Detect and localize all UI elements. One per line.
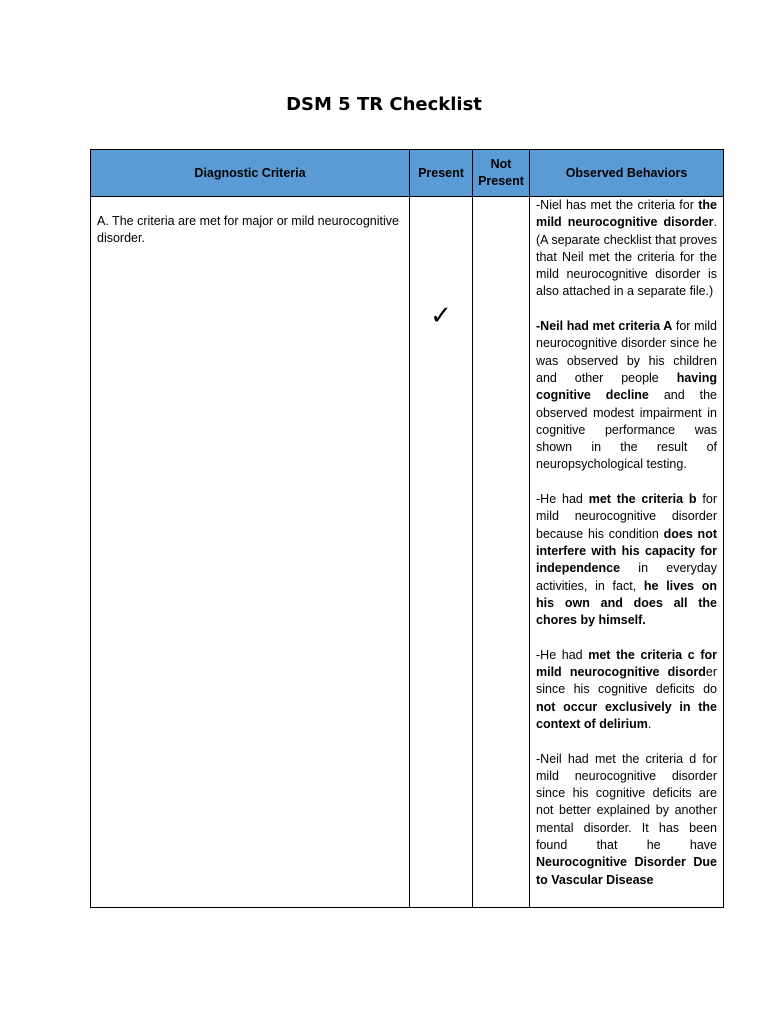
- text-span: and the observed modest impairment in cognitive performance was shown in the result of neuropsychological testing.: [536, 388, 717, 472]
- observed-paragraph-3: [536, 491, 717, 629]
- bold-span: met the criteria c for mild neurocognitive disord: [536, 647, 717, 680]
- header-not-present-line1: Not: [490, 157, 512, 171]
- bold-span: does not interfere with his capacity for independence: [536, 526, 717, 576]
- header-observed-behaviors: Observed Behaviors: [530, 150, 724, 197]
- not-present-cell: [473, 197, 530, 908]
- header-not-present: [473, 150, 530, 197]
- bold-span: he lives on his own and does all the chores by himself.: [536, 578, 717, 628]
- present-cell: [410, 197, 473, 908]
- checkmark-icon: ✓: [430, 301, 452, 331]
- bold-span: the mild neurocognitive disorder: [536, 198, 717, 230]
- text-span: -Niel has met the criteria for: [536, 198, 699, 212]
- checklist-table: [90, 149, 724, 908]
- observed-paragraph-2: [536, 318, 717, 474]
- text-span: in everyday activities, in fact,: [536, 561, 717, 593]
- text-span: -He had: [536, 647, 589, 662]
- table-header-row: [91, 150, 724, 197]
- header-diagnostic-criteria: Diagnostic Criteria: [91, 150, 410, 197]
- observed-behaviors-cell: [530, 197, 724, 908]
- table-row: [91, 197, 724, 908]
- text-span: .: [647, 716, 652, 731]
- bold-span: not occur exclusively in the context of delirium: [536, 699, 717, 731]
- text-span: -He had: [536, 492, 589, 507]
- page-title: DSM 5 TR Checklist: [286, 94, 482, 115]
- text-span: -Neil had met the criteria d for mild neurocognitive disorder since his cognitive deficits are not better explained by another mental disorder. It has been found that he have: [536, 751, 717, 852]
- observed-paragraph-5: [536, 751, 717, 889]
- observed-behaviors-text: [530, 197, 723, 889]
- bold-span: -Neil had met criteria A: [536, 319, 673, 334]
- observed-paragraph-1: [536, 197, 717, 301]
- header-not-present-line2: Present: [478, 174, 524, 188]
- criteria-a-text: A. The criteria are met for major or mild neurocognitive disorder.: [97, 214, 399, 245]
- bold-span: Neurocognitive Disorder Due to Vascular Disease: [536, 855, 717, 887]
- header-present: Present: [410, 150, 473, 197]
- bold-span: met the criteria b: [588, 492, 697, 507]
- bold-span: having cognitive decline: [536, 370, 717, 403]
- criteria-cell: [91, 197, 410, 908]
- text-span: . (A separate checklist that proves that Neil met the criteria for the mild neurocognitive disorder is also attached in a separate file.): [536, 215, 717, 299]
- text-span: er since his cognitive deficits do: [536, 665, 717, 697]
- text-span: for mild neurocognitive disorder since he was observed by his children and other people: [536, 319, 718, 385]
- text-span: for mild neurocognitive disorder because his condition: [536, 492, 717, 541]
- observed-paragraph-4: [536, 647, 717, 733]
